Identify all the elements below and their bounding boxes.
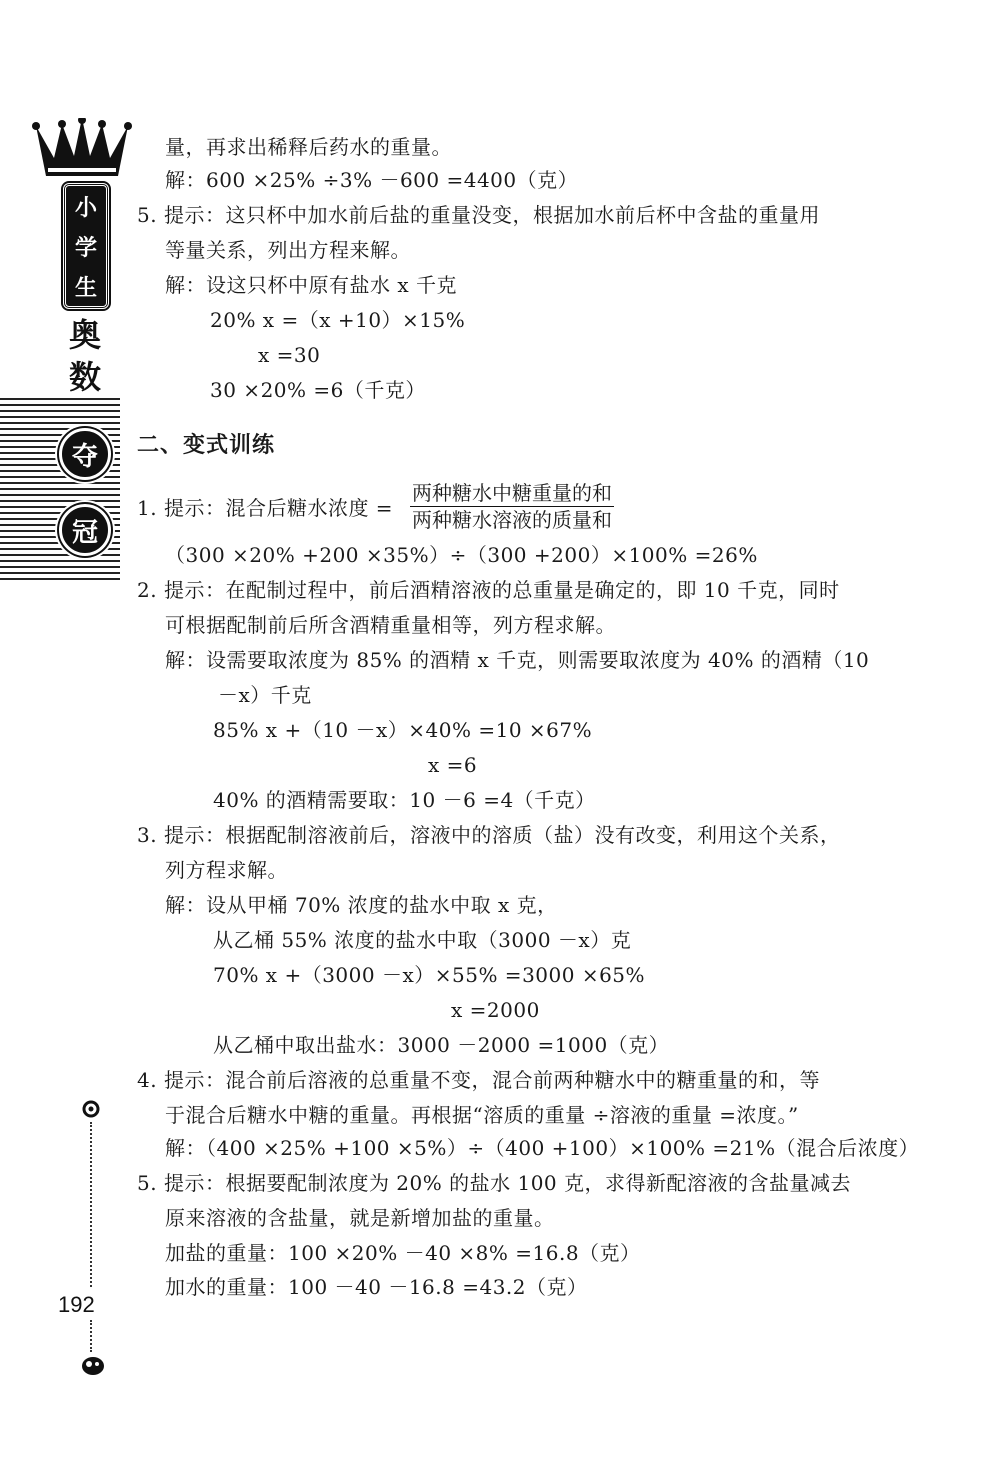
dotted-divider: [90, 1320, 92, 1352]
series-vertical-label: [63, 183, 109, 309]
text-line: 从乙桶 55% 浓度的盐水中取（3000 －x）克: [213, 928, 632, 952]
text-line: 解：（400 ×25% +100 ×5%）÷（400 +100）×100% =21%（混合后浓度）: [165, 1136, 920, 1160]
fraction-denominator: 两种糖水溶液的质量和: [412, 508, 612, 532]
fraction-numerator: 两种糖水中糖重量的和: [412, 481, 612, 505]
equation-line: 加水的重量：100 －40 －16.8 =43.2（克）: [165, 1275, 588, 1299]
equation-line: x =30: [258, 343, 321, 367]
text-line: 5. 提示：这只杯中加水前后盐的重量没变，根据加水前后杯中含盐的重量用: [137, 203, 820, 227]
equation-line: 加盐的重量：100 ×20% －40 ×8% =16.8（克）: [165, 1241, 641, 1265]
text-line: 3. 提示：根据配制溶液前后，溶液中的溶质（盐）没有改变，利用这个关系，: [137, 823, 841, 847]
text-line: 1. 提示：混合后糖水浓度 =: [137, 496, 394, 520]
title-char: 数: [68, 358, 101, 396]
badge-char: 夺: [59, 428, 111, 480]
text-line: 解：设从甲桶 70% 浓度的盐水中取 x 克，: [165, 893, 558, 917]
text-line: 量，再求出稀释后药水的重量。: [165, 135, 452, 159]
swirl-icon: [80, 1354, 106, 1376]
text-line: 等量关系，列出方程来解。: [165, 238, 411, 262]
label-char: 生: [74, 275, 97, 301]
sidebar-stripes: [0, 398, 120, 583]
text-line: 原来溶液的含盐量，就是新增加盐的重量。: [165, 1206, 555, 1230]
text-line: 于混合后糖水中糖的重量。再根据“溶质的重量 ÷溶液的重量 =浓度。”: [165, 1103, 799, 1127]
label-char: 学: [74, 235, 97, 261]
text-line: 解：设需要取浓度为 85% 的酒精 x 千克，则需要取浓度为 40% 的酒精（10: [165, 648, 870, 672]
equation-line: 30 ×20% =6（千克）: [210, 378, 426, 402]
crown-icon: [32, 118, 132, 180]
text-line: 2. 提示：在配制过程中，前后酒精溶液的总重量是确定的，即 10 千克，同时: [137, 578, 840, 602]
text-line: 解：600 ×25% ÷3% －600 =4400（克）: [165, 168, 579, 192]
text-line: 40% 的酒精需要取：10 －6 =4（千克）: [213, 788, 596, 812]
title-char: 奥: [68, 316, 101, 354]
equation-line: （300 ×20% +200 ×35%）÷（300 +200）×100% =26%: [165, 543, 758, 567]
dotted-divider: [90, 1122, 92, 1287]
section-heading: 二、变式训练: [137, 433, 276, 458]
badge-char: 冠: [59, 504, 111, 556]
text-line: 解：设这只杯中原有盐水 x 千克: [165, 273, 457, 297]
label-char: 小: [74, 195, 97, 221]
text-line: 可根据配制前后所含酒精重量相等，列方程求解。: [165, 613, 616, 637]
text-line: 列方程求解。: [165, 858, 288, 882]
text-line: 5. 提示：根据要配制浓度为 20% 的盐水 100 克，求得新配溶液的含盐量减去: [137, 1171, 851, 1195]
equation-line: 85% x +（10 －x）×40% =10 ×67%: [213, 718, 593, 742]
text-line: 4. 提示：混合前后溶液的总重量不变，混合前两种糖水中的糖重量的和，等: [137, 1068, 820, 1092]
text-line: －x）千克: [218, 683, 312, 707]
equation-line: 20% x =（x +10）×15%: [210, 308, 466, 332]
equation-line: x =2000: [451, 998, 540, 1022]
badge-wrapper: [55, 500, 115, 560]
equation-line: x =6: [428, 753, 478, 777]
fraction: [410, 480, 614, 533]
equation-line: 70% x +（3000 －x）×55% =3000 ×65%: [213, 963, 646, 987]
badge-wrapper: [55, 424, 115, 484]
text-line: 从乙桶中取出盐水：3000 －2000 =1000（克）: [213, 1033, 670, 1057]
page-number: 192: [58, 1292, 95, 1317]
flower-icon: [82, 1100, 100, 1118]
